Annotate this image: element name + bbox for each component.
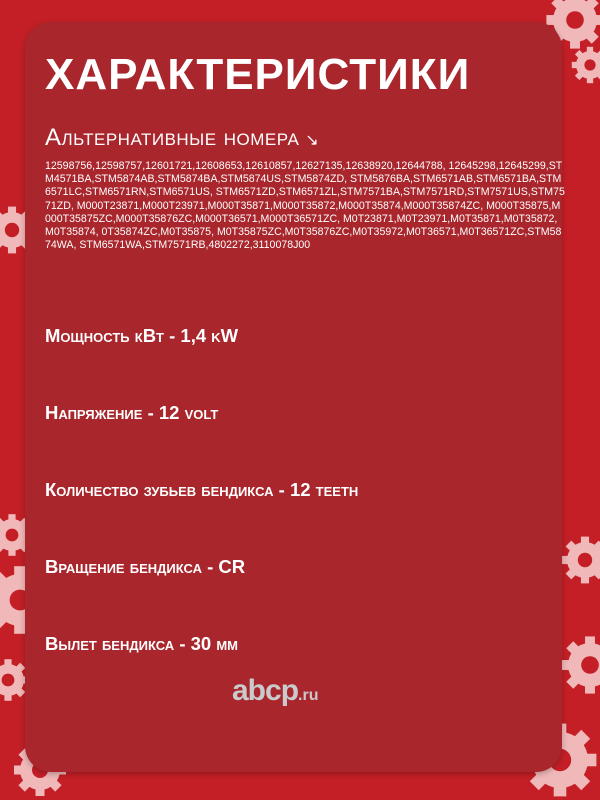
spec-rotation: Вращение бендикса - CR: [45, 556, 246, 577]
page-title: ХАРАКТЕРИСТИКИ: [45, 50, 471, 99]
alternative-numbers-list: 12598756,12598757,12601721,12608653,12610857,12627135,12638920,12644788, 12645298,12645299,STM4571BA,STM5874AB,STM5874BA,STM5874US,STM5874ZD, STM5876BA,STM6571AB,STM6571BA,STM6571LC,STM6571RN,STM6571US, STM6571ZD,STM6571ZL,STM7571BA,STM7571RD,STM7571US,STM7571ZD, M000T23871,M000T23971,M000T35871,M000T35872,M000T35874,M000T35874ZC, M000T35875,M000T35875ZC,M000T35876ZC,M000T36571,M000T36571ZC, M0T23871,M0T23971,M0T35871,M0T35872,M0T35874, 0T35874ZC,M0T35875, M0T35875ZC,M0T35876ZC,M0T35972,M0T36571,M0T36571ZC,STM5874WA, STM6571WA,STM7571RB,4802272,3110078J00: [45, 160, 565, 252]
spec-teeth: Количество зубьев бендикса - 12 teeth: [45, 479, 359, 500]
alternative-numbers-heading: [45, 124, 319, 152]
abcp-logo: [232, 674, 318, 708]
abcp-logo-suffix: .ru: [298, 687, 319, 704]
spec-voltage: Напряжение - 12 volt: [45, 402, 219, 423]
arrow-down-right-icon: ↘: [305, 132, 320, 149]
spec-offset: Вылет бендикса - 30 мм: [45, 633, 239, 654]
alternative-numbers-heading-text: Альтернативные номера: [45, 124, 300, 151]
abcp-logo-main: abcp: [232, 674, 299, 707]
spec-power: Мощность кВт - 1,4 kW: [45, 325, 239, 346]
